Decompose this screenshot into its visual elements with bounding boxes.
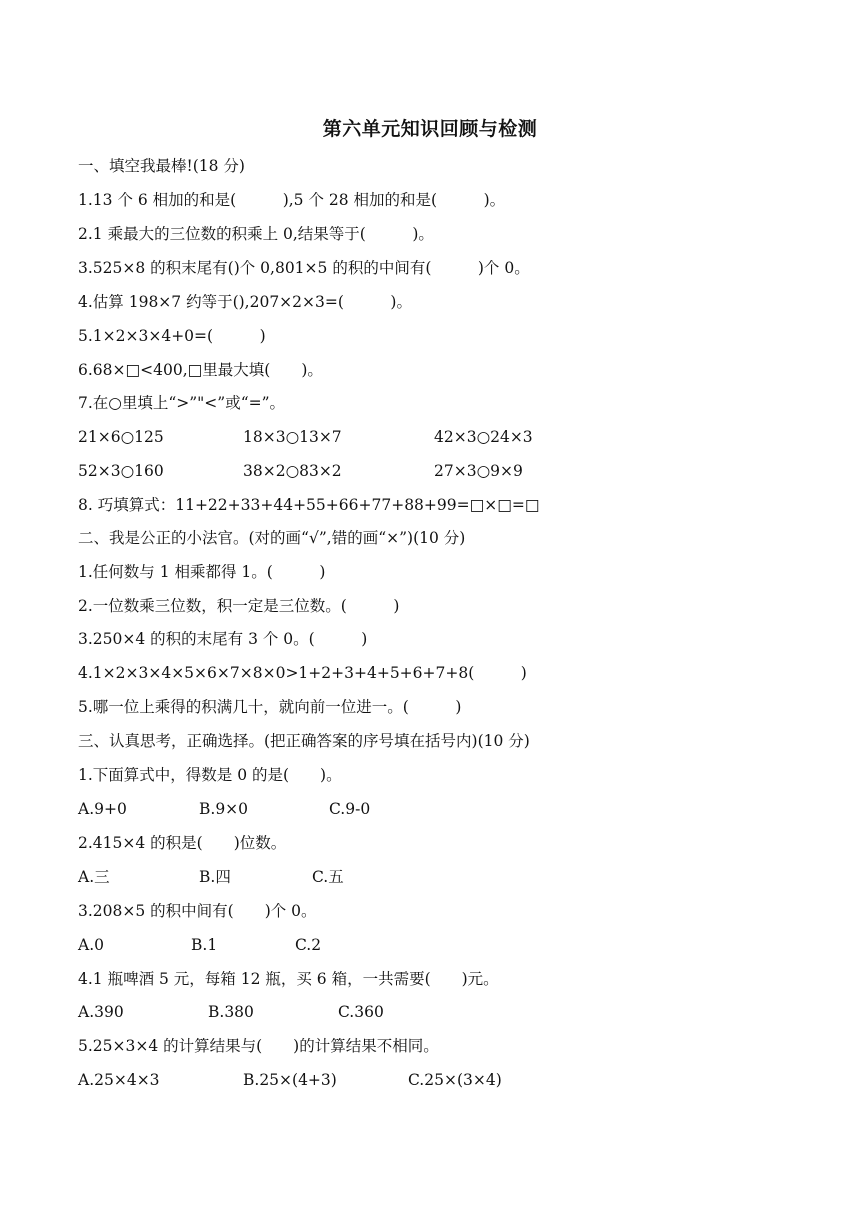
question-3-4: 4.1 瓶啤酒 5 元，每箱 12 瓶，买 6 箱，一共需要( )元。: [78, 970, 499, 988]
option-a: A.三: [78, 868, 110, 886]
question-2-1: 1.任何数与 1 相乘都得 1。( ): [78, 563, 326, 581]
option-a: A.0: [78, 936, 104, 954]
section2-heading: 二、我是公正的小法官。(对的画“√”,错的画“×”)(10 分): [78, 529, 466, 547]
question-3-2: 2.415×4 的积是( )位数。: [78, 834, 287, 852]
question-1-8: 8. 巧填算式：11+22+33+44+55+66+77+88+99=□×□=□: [78, 496, 540, 514]
compare-item: 38×2○83×2: [243, 462, 342, 480]
compare-item: 42×3○24×3: [434, 428, 533, 446]
question-1-3: 3.525×8 的积末尾有()个 0,801×5 的积的中间有( )个 0。: [78, 259, 530, 277]
question-3-3: 3.208×5 的积中间有( )个 0。: [78, 902, 317, 920]
compare-item: 52×3○160: [78, 462, 164, 480]
question-1-5: 5.1×2×3×4+0=( ): [78, 327, 266, 345]
section3-heading: 三、认真思考，正确选择。(把正确答案的序号填在括号内)(10 分): [78, 732, 530, 750]
compare-item: 21×6○125: [78, 428, 164, 446]
option-b: B.25×(4+3): [243, 1071, 337, 1089]
question-2-5: 5.哪一位上乘得的积满几十，就向前一位进一。( ): [78, 698, 462, 716]
option-c: C.25×(3×4): [408, 1071, 502, 1089]
option-b: B.1: [191, 936, 218, 954]
option-c: C.五: [312, 868, 344, 886]
option-a: A.9+0: [78, 800, 127, 818]
option-c: C.9-0: [329, 800, 371, 818]
question-2-4: 4.1×2×3×4×5×6×7×8×0>1+2+3+4+5+6+7+8( ): [78, 664, 527, 682]
option-a: A.25×4×3: [78, 1071, 160, 1089]
option-b: B.9×0: [199, 800, 249, 818]
page-title: 第六单元知识回顾与检测: [322, 118, 538, 140]
compare-item: 18×3○13×7: [243, 428, 342, 446]
option-b: B.380: [208, 1003, 254, 1021]
option-a: A.390: [78, 1003, 124, 1021]
question-1-4: 4.估算 198×7 约等于(),207×2×3=( )。: [78, 293, 412, 311]
question-2-2: 2.一位数乘三位数，积一定是三位数。( ): [78, 597, 400, 615]
section1-heading: 一、填空我最棒!(18 分): [78, 157, 245, 175]
question-3-5: 5.25×3×4 的计算结果与( )的计算结果不相同。: [78, 1037, 439, 1055]
question-1-6: 6.68×□<400,□里最大填( )。: [78, 361, 323, 379]
question-1-7: 7.在○里填上“>”"<”或“=”。: [78, 394, 286, 412]
question-2-3: 3.250×4 的积的末尾有 3 个 0。( ): [78, 630, 368, 648]
question-3-1: 1.下面算式中，得数是 0 的是( )。: [78, 766, 342, 784]
compare-item: 27×3○9×9: [434, 462, 523, 480]
option-c: C.360: [338, 1003, 384, 1021]
question-1-2: 2.1 乘最大的三位数的积乘上 0,结果等于( )。: [78, 225, 434, 243]
question-1-1: 1.13 个 6 相加的和是( ),5 个 28 相加的和是( )。: [78, 191, 506, 209]
option-b: B.四: [199, 868, 231, 886]
option-c: C.2: [295, 936, 322, 954]
